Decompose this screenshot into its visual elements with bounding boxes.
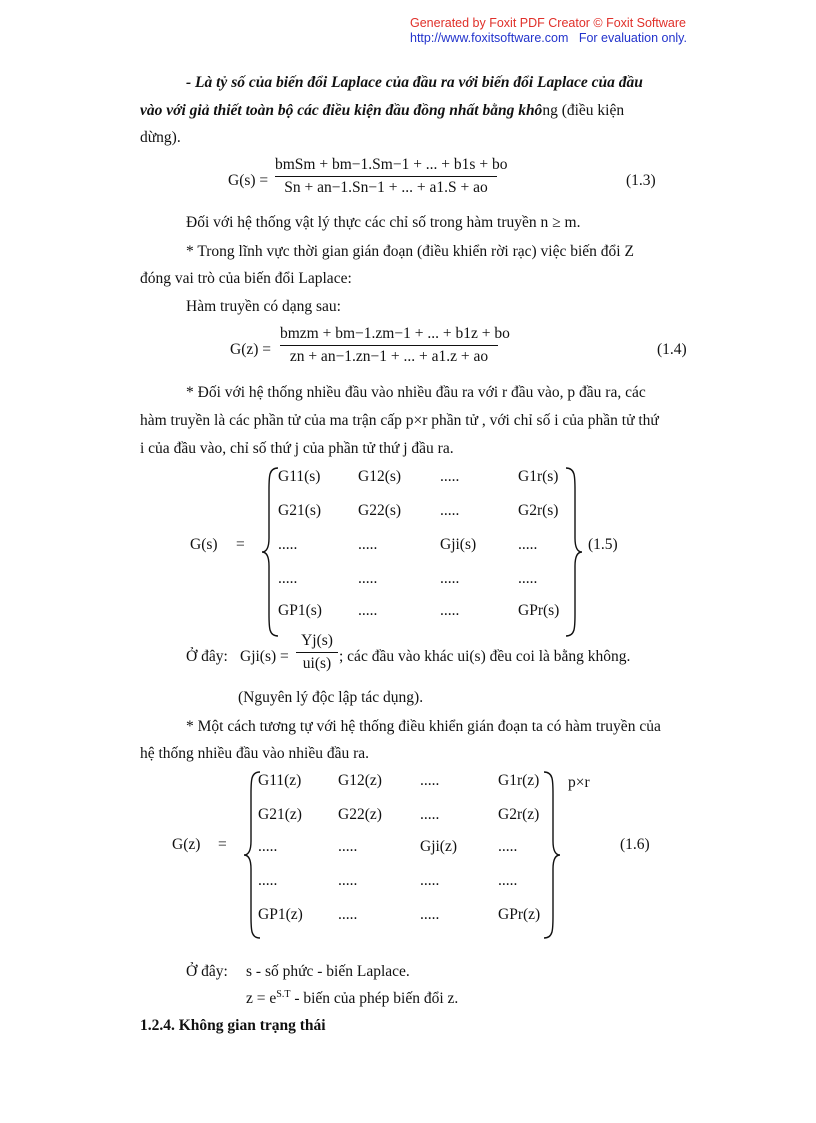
matrix-cell: G11(s) xyxy=(278,468,321,485)
watermark-note: For evaluation only. xyxy=(578,31,687,45)
matrix-cell: G12(s) xyxy=(358,468,402,485)
matrix-cell: ..... xyxy=(440,570,460,587)
matrix-cell: ..... xyxy=(440,502,460,519)
eq14-lhs: G(z) = xyxy=(230,341,272,358)
discrete-line2: đóng vai trò của biến đổi Laplace: xyxy=(140,270,352,287)
mimo-line2: hàm truyền là các phần tử của ma trận cấp p×r phần tử , với chỉ số i của phần tử thứ xyxy=(140,412,659,429)
where1-prefix: Ở đây: xyxy=(186,648,228,665)
matrix-cell: ..... xyxy=(358,602,378,619)
where2-prefix: Ở đây: xyxy=(186,963,228,980)
eq15-left-brace xyxy=(260,466,280,638)
matrix-cell: ..... xyxy=(420,806,440,823)
where1-lhs: Gji(s) = xyxy=(240,648,289,665)
eq14-numerator: bmzm + bm−1.zm−1 + ... + b1z + bo xyxy=(280,325,510,342)
matrix-cell: ..... xyxy=(358,536,378,553)
matrix-cell: GP1(z) xyxy=(258,906,303,923)
eq14-fraction-bar xyxy=(280,345,498,346)
matrix-cell: G11(z) xyxy=(258,772,302,789)
matrix-cell: ..... xyxy=(498,838,518,855)
matrix-cell: G22(s) xyxy=(358,502,402,519)
eq13-denominator: Sn + an−1.Sn−1 + ... + a1.S + ao xyxy=(284,179,488,196)
matrix-cell: GPr(s) xyxy=(518,602,560,619)
where2-s-def: s - số phức - biến Laplace. xyxy=(246,963,410,980)
matrix-cell: ..... xyxy=(358,570,378,587)
eq15-right-brace xyxy=(564,466,584,638)
para1-line1: - Là tỷ số của biến đổi Laplace của đầu ra với biến đổi Laplace của đầu xyxy=(186,74,643,91)
where2-z-exponent: S.T xyxy=(276,989,291,1000)
where1-denominator: ui(s) xyxy=(302,655,332,672)
matrix-cell: Gji(s) xyxy=(440,536,477,553)
eq13-numerator: bmSm + bm−1.Sm−1 + ... + b1s + bo xyxy=(275,156,508,173)
where1-fraction xyxy=(296,632,338,673)
physical-note: Đối với hệ thống vật lý thực các chỉ số trong hàm truyền n ≥ m. xyxy=(186,214,581,231)
eq16-right-brace xyxy=(542,770,562,940)
matrix-cell: G1r(s) xyxy=(518,468,559,485)
matrix-cell: G12(z) xyxy=(338,772,382,789)
matrix-cell: ..... xyxy=(440,468,460,485)
para1-line2 xyxy=(140,97,624,124)
eq14-fraction xyxy=(280,325,510,366)
matrix-cell: ..... xyxy=(278,570,298,587)
eq16-equals: = xyxy=(218,836,227,853)
para1-line2-bold: vào với giả thiết toàn bộ các điều kiện đầu đồng nhất bằng khô xyxy=(140,102,543,119)
matrix-cell: ..... xyxy=(338,906,358,923)
matrix-cell: ..... xyxy=(258,838,278,855)
mimo-line1: * Đối với hệ thống nhiều đầu vào nhiều đầu ra với r đầu vào, p đầu ra, các xyxy=(186,384,646,401)
discrete-line1: * Trong lĩnh vực thời gian gián đoạn (điều khiển rời rạc) việc biến đổi Z xyxy=(186,243,634,260)
eq15-equals: = xyxy=(236,536,245,553)
where1-fraction-bar xyxy=(296,652,338,653)
matrix-cell: G2r(s) xyxy=(518,502,559,519)
where2-z-def xyxy=(246,989,458,1008)
matrix-cell: G21(s) xyxy=(278,502,322,519)
watermark-line-2 xyxy=(410,31,687,46)
eq13-fraction xyxy=(275,156,508,197)
where1-rest: ; các đầu vào khác ui(s) đều coi là bằng không. xyxy=(339,648,631,665)
superposition-note: (Nguyên lý độc lập tác dụng). xyxy=(238,689,424,706)
matrix-cell: ..... xyxy=(498,872,518,889)
mimo-line3: i của đầu vào, chỉ số thứ j của phần tử thứ j đầu ra. xyxy=(140,440,454,457)
matrix-cell: ..... xyxy=(420,872,440,889)
discrete-mimo-line1: * Một cách tương tự với hệ thống điều khiển gián đoạn ta có hàm truyền của xyxy=(186,718,661,735)
eq14-label: (1.4) xyxy=(657,341,687,358)
para1-line3: dừng). xyxy=(140,129,181,146)
matrix-cell: Gji(z) xyxy=(420,838,458,855)
where2-z-lhs: z = e xyxy=(246,990,277,1008)
eq16-label: (1.6) xyxy=(620,836,650,853)
matrix-cell: G21(z) xyxy=(258,806,302,823)
matrix-cell: ..... xyxy=(518,570,538,587)
watermark-line-1: Generated by Foxit PDF Creator © Foxit Software xyxy=(410,16,686,30)
eq13-lhs: G(s) = xyxy=(228,172,269,189)
eq16-lhs: G(z) xyxy=(172,836,201,853)
eq16-dimension: p×r xyxy=(568,774,590,791)
matrix-cell: GPr(z) xyxy=(498,906,541,923)
eq15-lhs: G(s) xyxy=(190,536,218,553)
where1-numerator: Yj(s) xyxy=(301,632,333,649)
eq13-label: (1.3) xyxy=(626,172,656,189)
matrix-cell: ..... xyxy=(440,602,460,619)
para1-line2-rest: ng (điều kiện xyxy=(542,102,625,119)
matrix-cell: G2r(z) xyxy=(498,806,540,823)
section-heading: 1.2.4. Không gian trạng thái xyxy=(140,1017,326,1034)
matrix-cell: G1r(z) xyxy=(498,772,540,789)
eq13-fraction-bar xyxy=(275,176,497,177)
discrete-line3: Hàm truyền có dạng sau: xyxy=(186,298,341,315)
matrix-cell: ..... xyxy=(258,872,278,889)
eq15-label: (1.5) xyxy=(588,536,618,553)
eq14-denominator: zn + an−1.zn−1 + ... + a1.z + ao xyxy=(289,348,489,365)
matrix-cell: ..... xyxy=(278,536,298,553)
matrix-cell: G22(z) xyxy=(338,806,382,823)
where2-z-rest: - biến của phép biến đổi z. xyxy=(290,990,459,1008)
matrix-cell: ..... xyxy=(420,906,440,923)
watermark-url[interactable]: http://www.foxitsoftware.com xyxy=(410,31,569,45)
matrix-cell: GP1(s) xyxy=(278,602,322,619)
matrix-cell: ..... xyxy=(518,536,538,553)
matrix-cell: ..... xyxy=(338,838,358,855)
discrete-mimo-line2: hệ thống nhiều đầu vào nhiều đầu ra. xyxy=(140,745,369,762)
matrix-cell: ..... xyxy=(338,872,358,889)
matrix-cell: ..... xyxy=(420,772,440,789)
